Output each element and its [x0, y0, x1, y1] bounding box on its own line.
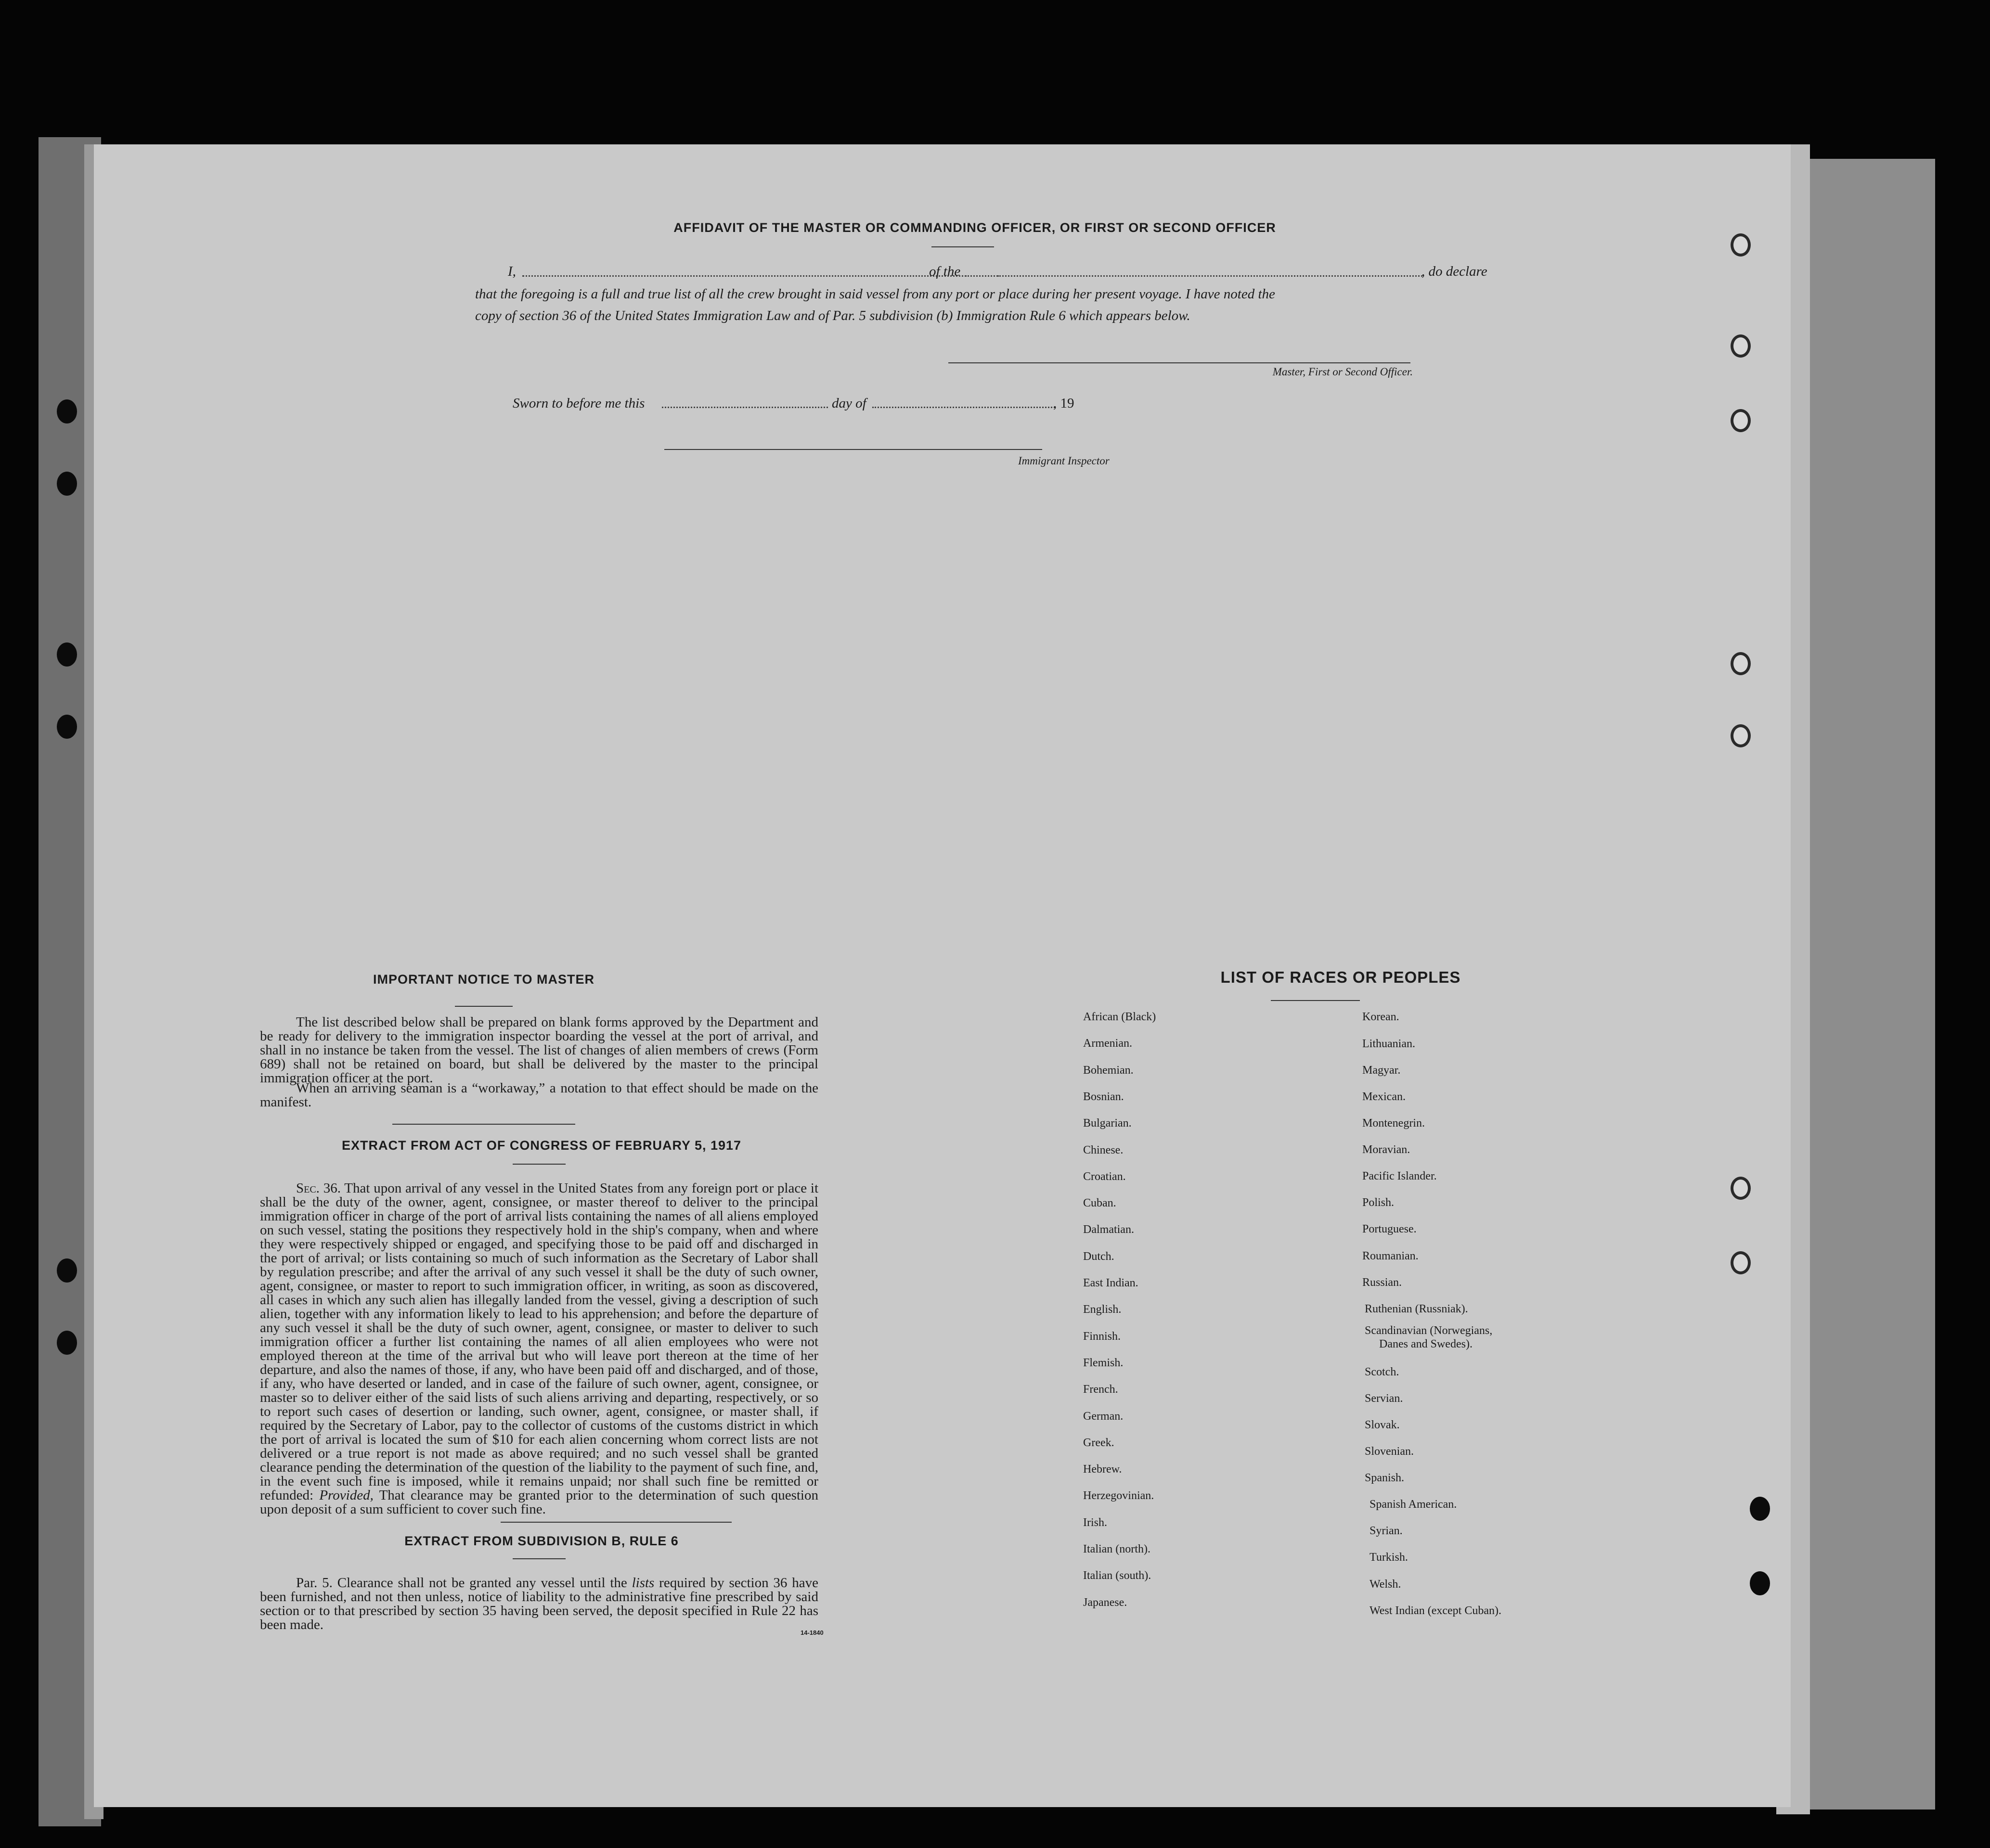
race-entry: Greek. [1083, 1436, 1114, 1449]
inspector-signature-line [664, 449, 1042, 450]
vessel-blank [965, 275, 1422, 277]
binder-hole [1731, 334, 1751, 358]
race-entry: Korean. [1362, 1011, 1399, 1023]
race-entry: Italian (north). [1083, 1543, 1150, 1555]
race-entry: Croatian. [1083, 1170, 1126, 1183]
par-5-a: Par. 5. Clearance shall not be granted any vessel until the [296, 1575, 627, 1591]
binder-hole [1731, 724, 1751, 747]
provided-word: Provided, [319, 1488, 374, 1503]
binder-hole [1750, 1497, 1770, 1521]
races-title: LIST OF RACES OR PEOPLES [1220, 968, 1461, 986]
race-entry: Bohemian. [1083, 1064, 1134, 1077]
race-entry: Montenegrin. [1362, 1117, 1425, 1129]
race-entry: Bulgarian. [1083, 1117, 1132, 1130]
race-entry: Herzegovinian. [1083, 1489, 1154, 1502]
lists-word: lists [632, 1575, 655, 1591]
notice-title: IMPORTANT NOTICE TO MASTER [373, 972, 594, 987]
manifest-page [94, 144, 1791, 1807]
race-entry: Irish. [1083, 1516, 1107, 1529]
races-underline [1271, 1000, 1360, 1001]
sworn-day-blank [662, 407, 828, 408]
affidavit-title: AFFIDAVIT OF THE MASTER OR COMMANDING OFFICER, OR FIRST OR SECOND OFFICER [673, 220, 1276, 235]
notice-paragraph-1: The list described below shall be prepared on blank forms approved by the Department and be ready for delivery to the immigration inspector boarding the vessel at the port of arrival, and shall in no instance be taken from the vessel. The list of changes of alien members of crews (Form 689) shall not be retained on board, but shall be delivered by the master to the principal immigration officer at the port. [260, 1014, 818, 1086]
binder-hole [1750, 1571, 1770, 1595]
race-entry: Syrian. [1370, 1525, 1403, 1537]
sworn-mid: day of [832, 396, 866, 411]
race-entry: Spanish. [1365, 1472, 1405, 1484]
binder-hole [1731, 1177, 1751, 1200]
back-sheet-right [1791, 159, 1935, 1810]
race-entry: Ruthenian (Russniak). [1365, 1303, 1468, 1315]
extract-rule-underline [513, 1558, 566, 1559]
race-entry: Japanese. [1083, 1596, 1127, 1609]
race-entry: Flemish. [1083, 1356, 1124, 1369]
race-entry: German. [1083, 1410, 1124, 1423]
name-blank [522, 275, 999, 277]
notice-underline [455, 1006, 513, 1007]
signature-label: Master, First or Second Officer. [1272, 366, 1413, 378]
race-entry: Chinese. [1083, 1143, 1124, 1156]
inspector-label: Immigrant Inspector [1018, 455, 1110, 467]
race-entry: Moravian. [1362, 1143, 1410, 1156]
binder-hole [57, 1258, 77, 1283]
race-entry: Scotch. [1365, 1366, 1399, 1378]
title-underline [931, 246, 994, 247]
binder-hole [1731, 233, 1751, 257]
race-entry: Turkish. [1370, 1551, 1408, 1564]
race-entry: Dutch. [1083, 1250, 1114, 1263]
binder-hole [57, 399, 77, 424]
race-entry: Danes and Swedes). [1379, 1338, 1473, 1350]
sworn-start: Sworn to before me this [513, 396, 645, 411]
race-entry: African (Black) [1083, 1011, 1156, 1023]
race-entry: French. [1083, 1383, 1118, 1396]
race-entry: Slovenian. [1365, 1445, 1414, 1458]
race-entry: Portuguese. [1362, 1223, 1417, 1235]
race-entry: East Indian. [1083, 1277, 1138, 1289]
affidavit-line1-end: , do declare [1421, 264, 1487, 279]
par-5-b: required by section 36 have been furnished, and not then unless, notice of liability to the administrative fine prescribed by said section or to that prescribed by section 35 having been served, the deposit specified in Rule 22 has been made. [260, 1575, 818, 1632]
extract-act-title: EXTRACT FROM ACT OF CONGRESS OF FEBRUARY 5, 1917 [341, 1138, 742, 1153]
binder-hole [57, 715, 77, 739]
race-entry: West Indian (except Cuban). [1370, 1604, 1501, 1617]
affidavit-line3: copy of section 36 of the United States Immigration Law and of Par. 5 subdivision (b) Immigration Rule 6 which appears below. [475, 308, 1190, 323]
master-signature-line [948, 362, 1410, 363]
binder-hole [1731, 652, 1751, 675]
race-entry: Italian (south). [1083, 1569, 1151, 1582]
binder-hole [1731, 409, 1751, 432]
section-36-text [260, 1181, 818, 1516]
section-label: Sec. 36. [296, 1181, 341, 1196]
par-5-text [260, 1576, 818, 1632]
race-entry: Magyar. [1362, 1064, 1401, 1077]
sworn-month-blank [872, 407, 1055, 408]
race-entry: Finnish. [1083, 1330, 1121, 1343]
race-entry: Roumanian. [1362, 1250, 1419, 1262]
race-entry: Hebrew. [1083, 1463, 1122, 1476]
race-entry: English. [1083, 1303, 1122, 1316]
section-body-end: That clearance may be granted prior to the determination of such question upon deposit of a sum sufficient to cover such fine. [260, 1488, 818, 1517]
race-entry: Bosnian. [1083, 1090, 1124, 1103]
race-entry: Cuban. [1083, 1197, 1116, 1210]
race-entry: Spanish American. [1370, 1498, 1457, 1511]
race-entry: Lithuanian. [1362, 1038, 1415, 1050]
binder-hole [57, 642, 77, 667]
affidavit-line1-start: I, [508, 264, 516, 279]
race-entry: Scandinavian (Norwegians, [1365, 1324, 1493, 1337]
race-entry: Servian. [1365, 1392, 1403, 1405]
extract-act-underline [513, 1164, 566, 1165]
binder-hole [1731, 1251, 1751, 1274]
extract-rule-title: EXTRACT FROM SUBDIVISION B, RULE 6 [404, 1534, 679, 1548]
binder-hole [57, 472, 77, 496]
sworn-end: , 19 [1053, 396, 1074, 411]
affidavit-line1-mid: of the [929, 264, 961, 279]
race-entry: Polish. [1362, 1196, 1395, 1209]
divider [392, 1124, 575, 1125]
notice-paragraph-2: When an arriving seaman is a “workaway,” a notation to that effect should be made on the manifest. [260, 1080, 818, 1110]
affidavit-line2: that the foregoing is a full and true list of all the crew brought in said vessel from any port or place during her present voyage. I have noted the [475, 286, 1275, 302]
section-body: That upon arrival of any vessel in the United States from any foreign port or place it shall be the duty of the owner, agent, consignee, or master thereof to deliver to the principal immigration officer in charge of the port of arrival lists containing the names of all aliens employed on such vessel, stating the positions they respectively hold in the ship's company, when and where they were respectively shipped or engaged, and specifying those to be paid off and discharged in the port of arrival; or lists containing so much of such information as the Secretary of Labor shall by regulation prescribe; and after the arrival of any such vessel it shall be the duty of such owner, agent, consignee, or master to report to such immigration officer, in writing, as soon as discovered, all cases in which any such alien has illegally landed from the vessel, giving a description of such alien, together with any information likely to lead to his apprehension; and before the departure of any such vessel it shall be the duty of such owner, agent, consignee, or master to deliver to such immigration officer a further list containing the names of all alien employees who were not employed thereon at the time of the arrival but who will leave port thereon at the time of her departure, and also the names of those, if any, who have been paid off and discharged, and of those, if any, who have deserted or landed, and in case of the failure of such owner, agent, consignee, or master so to deliver either of the said lists of such aliens arriving and departing, respectively, or so to report such cases of desertion or landing, such owner, agent, consignee, or master shall, if required by the Secretary of Labor, pay to the collector of customs of the customs district in which the port of arrival is located the sum of $10 for each alien concerning whom correct lists are not delivered or a true report is not made as above required; and no such vessel shall be granted clearance pending the determination of the question of the liability to the payment of such fine, and, in the event such fine is imposed, while it remains unpaid; nor shall such fine be remitted or refunded: [260, 1181, 819, 1503]
race-entry: Armenian. [1083, 1037, 1132, 1050]
binder-hole [57, 1331, 77, 1355]
divider [501, 1522, 732, 1523]
race-entry: Dalmatian. [1083, 1223, 1134, 1236]
race-entry: Slovak. [1365, 1419, 1400, 1431]
race-entry: Mexican. [1362, 1091, 1406, 1103]
race-entry: Pacific Islander. [1362, 1170, 1437, 1182]
race-entry: Welsh. [1370, 1578, 1401, 1591]
form-number: 14-1840 [801, 1629, 824, 1636]
race-entry: Russian. [1362, 1276, 1402, 1289]
